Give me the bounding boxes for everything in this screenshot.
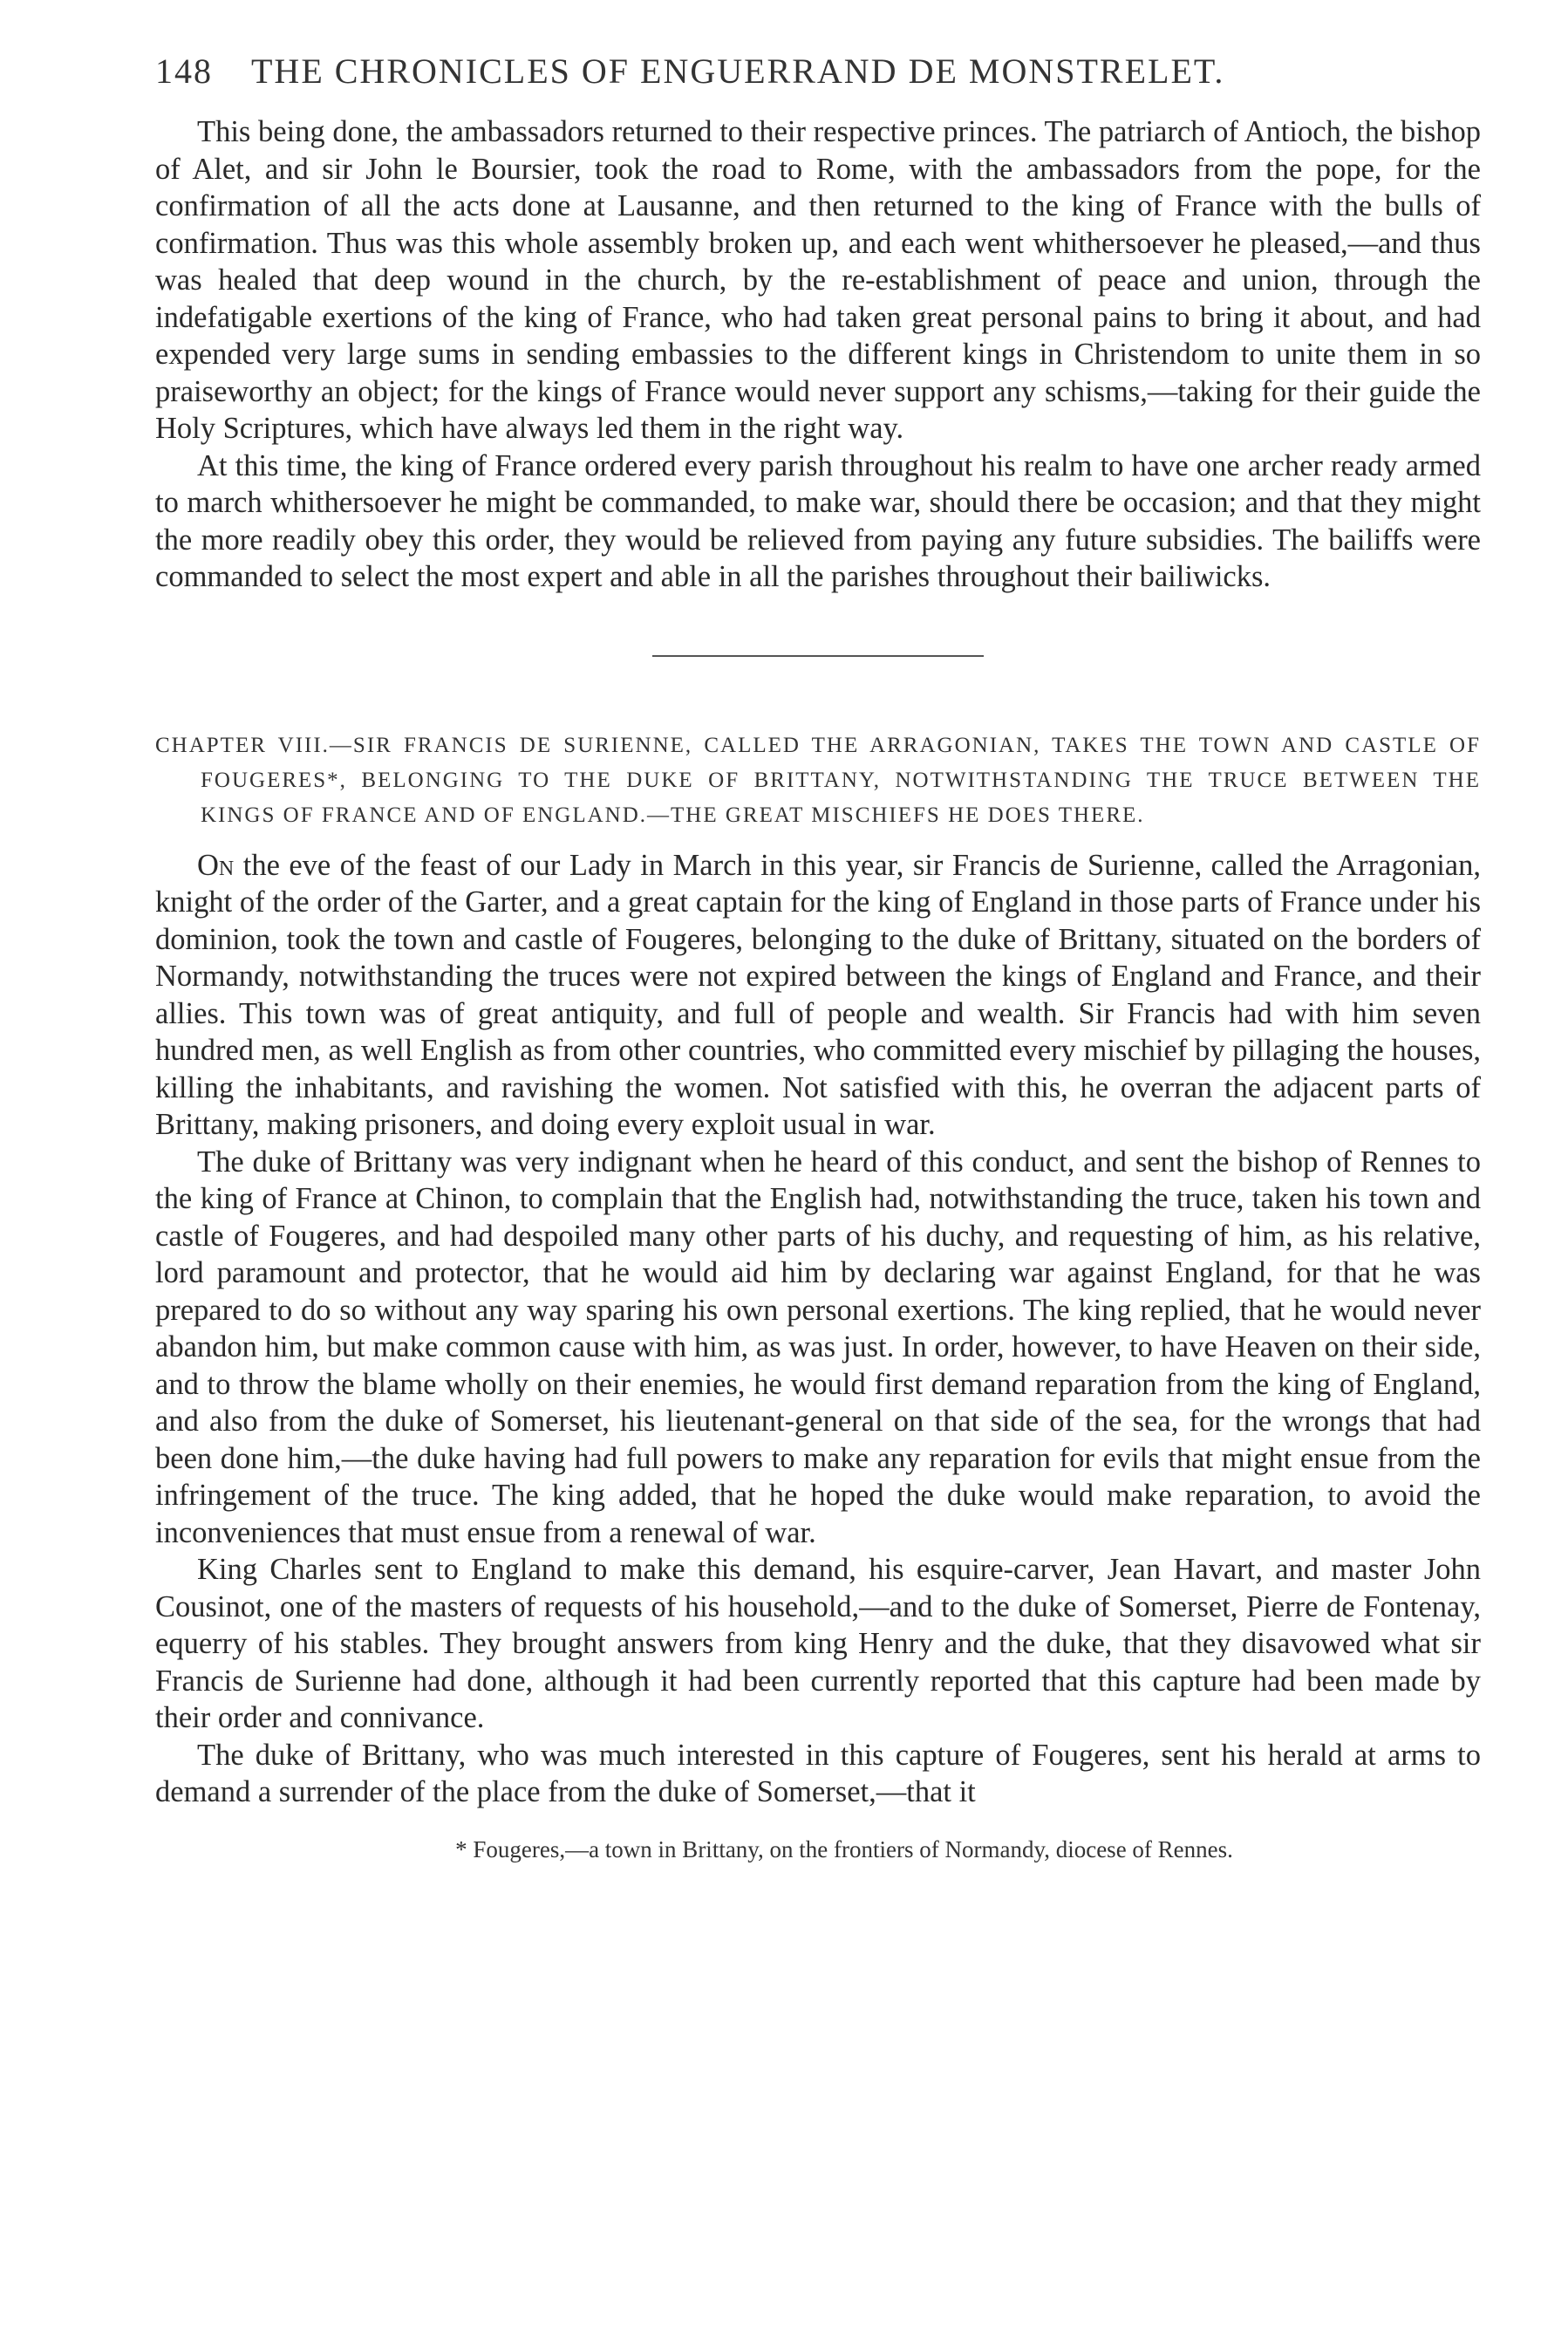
paragraph-king-charles-demand: King Charles sent to England to make this demand, his esquire-carver, Jean Havart, and master John Cousinot, one of the masters of requests of his household,—and to the duke of Somerset, Pierre de Fontenay, equerry of his stables. They brought answers from king Henry and the duke, that they disavowed what sir Francis de Surienne had done, although it had been currently reported that this capture had been made by their order and connivance.	[155, 1553, 1481, 1734]
paragraph-herald-at-arms: The duke of Brittany, who was much interested in this capture of Fougeres, sent his herald at arms to demand a surrender of the place from the duke of Somerset,—that it	[155, 1738, 1481, 1808]
section-divider	[652, 655, 984, 657]
page-number: 148	[155, 51, 213, 91]
paragraph-assembly-ends: This being done, the ambassadors returned to their respective princes. The patriarch of Antioch, the bishop of Alet, and sir John le Boursier, took the road to Rome, with the ambassadors from the pope, for the confirmation of all the acts done at Lausanne, and then returned to the king of France with the bulls of confirmation. Thus was this whole assembly broken up, and each went whithersoever he pleased,—and thus was healed that deep wound in the church, by the re-establishment of peace and union, through the indefatigable exertions of the king of France, who had taken great personal pains to bring it about, and had expended very large sums in sending embassies to the different kings in Christendom to unite them in so praiseworthy an object; for the kings of France would never support any schisms,—taking for their guide the Holy Scriptures, which have always led them in the right way.	[155, 115, 1481, 445]
running-title: THE CHRONICLES OF ENGUERRAND DE MONSTRELET.	[251, 51, 1225, 91]
paragraph-archers-order: At this time, the king of France ordered every parish throughout his realm to have one archer ready armed to march whithersoever he might be commanded, to make war, should there be occasion; and that they might the more readily obey this order, they would be relieved from paying any future subsidies. The bailiffs were commanded to select the most expert and able in all the parishes throughout their bailiwicks.	[155, 448, 1481, 593]
running-head	[155, 51, 1481, 113]
page	[155, 51, 1481, 1865]
chapter-first-paragraph	[155, 847, 1481, 1144]
footnote: * Fougeres,—a town in Brittany, on the frontiers of Normandy, diocese of Rennes.	[455, 1835, 1233, 1862]
chapter-heading: CHAPTER VIII.—SIR FRANCIS DE SURIENNE, CALLED THE ARRAGONIAN, TAKES THE TOWN AND CASTLE OF FOUGERES*, BELONGING TO THE DUKE OF BRITTANY, NOTWITHSTANDING THE TRUCE BETWEEN THE KINGS OF FRANCE AND OF ENGLAND.—THE GREAT MISCHIEFS HE DOES THERE.	[155, 733, 1481, 827]
paragraph-duke-indignant: The duke of Brittany was very indignant when he heard of this conduct, and sent the bishop of Rennes to the king of France at Chinon, to complain that the English had, notwithstanding the truce, taken his town and castle of Fougeres, and had despoiled many other parts of his duchy, and requesting of him, as his relative, lord paramount and protector, that he would aid him by declaring war against England, for that he was prepared to do so without any way sparing his own personal exertions. The king replied, that he would never abandon him, but make common cause with him, as was just. In order, however, to have Heaven on their side, and to throw the blame wholly on their enemies, he would first demand reparation from the king of England, and also from the duke of Somerset, his lieutenant-general on that side of the sea, for the wrongs that had been done him,—the duke having had full powers to make any reparation for evils that might ensue from the infringement of the truce. The king added, that he hoped the duke would make reparation, to avoid the inconveniences that must ensue from a renewal of war.	[155, 1145, 1481, 1549]
chapter-opening-word: On	[197, 848, 235, 882]
chapter-first-paragraph-text: the eve of the feast of our Lady in March in this year, sir Francis de Surienne, called the Arragonian, knight of the order of the Garter, and a great captain for the king of England in those parts of France under his dominion, took the town and castle of Fougeres, belonging to the duke of Brittany, situated on the borders of Normandy, notwithstanding the truces were not expired between the kings of England and France, and their allies. This town was of great antiquity, and full of people and wealth. Sir Francis had with him seven hundred men, as well English as from other countries, who committed every mischief by pillaging the houses, killing the inhabitants, and ravishing the women. Not satisfied with this, he overran the adjacent parts of Brittany, making prisoners, and doing every exploit usual in war.	[155, 848, 1481, 1141]
